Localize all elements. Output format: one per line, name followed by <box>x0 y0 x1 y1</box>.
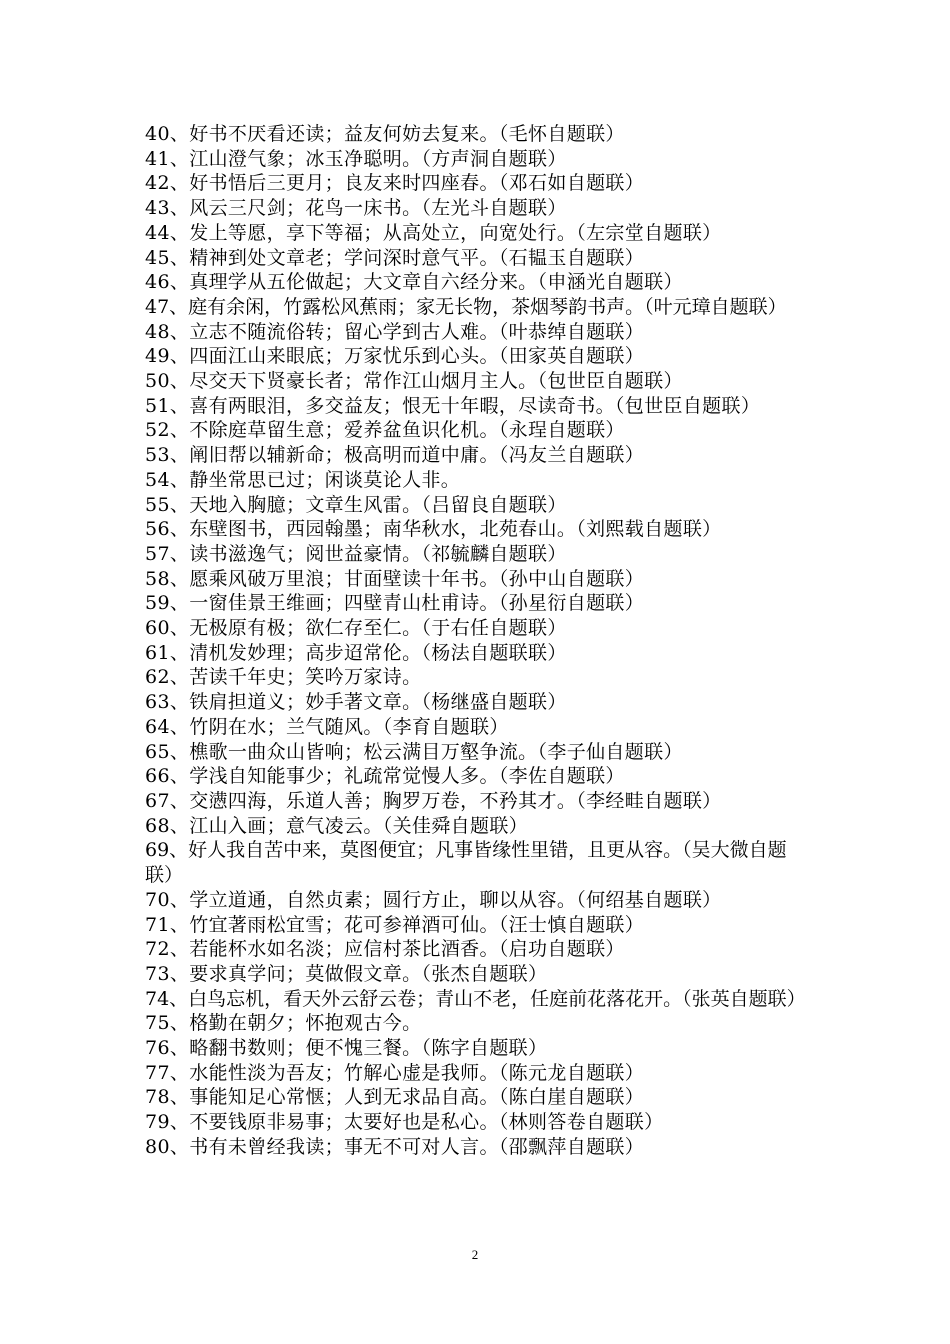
couplet-46: 46、真理学从五伦做起；大文章自六经分来。（申涵光自题联） <box>145 271 683 294</box>
couplet-74: 74、白鸟忘机，看天外云舒云卷；青山不老，任庭前花落花开。（张英自题联） <box>145 987 806 1010</box>
couplet-list <box>145 122 810 1160</box>
couplet-47: 47、庭有余闲，竹露松风蕉雨；家无长物，茶烟琴韵书声。（叶元璋自题联） <box>145 295 787 318</box>
couplet-56: 56、东壁图书，西园翰墨；南华秋水，北苑春山。（刘熙载自题联） <box>145 518 722 541</box>
couplet-51: 51、喜有两眼泪，多交益友；恨无十年暇，尽读奇书。（包世臣自题联） <box>145 394 761 417</box>
couplet-69: 69、好人我自苦中来，莫图便宜；凡事皆缘性里错，且更从容。（吴大微自题联） <box>145 839 787 887</box>
couplet-57: 57、读书滋逸气；阅世益豪情。（祁毓麟自题联） <box>145 542 567 565</box>
couplet-44: 44、发上等愿，享下等福；从高处立，向宽处行。（左宗堂自题联） <box>145 221 722 244</box>
couplet-61: 61、清机发妙理；高步迢常伦。（杨法自题联联） <box>145 641 567 664</box>
couplet-64: 64、竹阴在水；兰气随风。（李育自题联） <box>145 715 509 738</box>
couplet-40: 40、好书不厌看还读；益友何妨去复来。（毛怀自题联） <box>145 123 625 145</box>
couplet-62: 62、苦读千年史；笑吟万家诗。 <box>145 666 422 689</box>
couplet-41: 41、江山澄气象；冰玉净聪明。（方声洞自题联） <box>145 147 567 170</box>
couplet-77: 77、水能性淡为吾友；竹解心虚是我师。（陈元龙自题联） <box>145 1061 645 1084</box>
couplet-78: 78、事能知足心常惬；人到无求品自高。（陈白崖自题联） <box>145 1086 645 1109</box>
couplet-59: 59、一窗佳景王维画；四壁青山杜甫诗。（孙星衍自题联） <box>145 592 645 615</box>
couplet-60: 60、无极原有极；欲仁存至仁。（于右任自题联） <box>145 617 567 640</box>
couplet-75: 75、格勤在朝夕；怀抱观古今。 <box>145 1012 422 1035</box>
couplet-80: 80、书有未曾经我读；事无不可对人言。（邵飘萍自题联） <box>145 1135 645 1158</box>
couplet-63: 63、铁肩担道义；妙手著文章。（杨继盛自题联） <box>145 691 567 714</box>
couplet-71: 71、竹宜著雨松宜雪；花可参禅酒可仙。（汪士慎自题联） <box>145 913 645 936</box>
couplet-52: 52、不除庭草留生意；爱养盆鱼识化机。（永珵自题联） <box>145 419 625 442</box>
couplet-55: 55、天地入胸臆；文章生风雷。（吕留良自题联） <box>145 493 567 516</box>
couplet-58: 58、愿乘风破万里浪；甘面壁读十年书。（孙中山自题联） <box>145 567 645 590</box>
couplet-73: 73、要求真学问；莫做假文章。（张杰自题联） <box>145 962 548 985</box>
couplet-66: 66、学浅自知能事少；礼疏常觉慢人多。（李佐自题联） <box>145 765 625 788</box>
couplet-45: 45、精神到处文章老；学问深时意气平。（石韫玉自题联） <box>145 246 645 269</box>
couplet-65: 65、樵歌一曲众山皆响；松云满目万壑争流。（李子仙自题联） <box>145 740 683 763</box>
couplet-42: 42、好书悟后三更月；良友来时四座春。（邓石如自题联） <box>145 172 645 195</box>
couplet-54: 54、静坐常思已过；闲谈莫论人非。 <box>145 468 461 491</box>
couplet-79: 79、不要钱原非易事；太要好也是私心。（林则答卷自题联） <box>145 1111 664 1134</box>
couplet-53: 53、阐旧帮以辅新命；极高明而道中庸。（冯友兰自题联） <box>145 444 645 467</box>
couplet-48: 48、立志不随流俗转；留心学到古人难。（叶恭绰自题联） <box>145 320 645 343</box>
couplet-76: 76、略翻书数则；便不愧三餐。（陈字自题联） <box>145 1037 548 1060</box>
couplet-68: 68、江山入画；意气凌云。（关佳舜自题联） <box>145 814 529 837</box>
couplet-72: 72、若能杯水如名淡；应信村茶比酒香。（启功自题联） <box>145 938 625 961</box>
couplet-67: 67、交懑四海，乐道人善；胸罗万卷，不矜其才。（李经畦自题联） <box>145 789 722 812</box>
couplet-70: 70、学立道通，自然贞素；圆行方止，聊以从容。（何绍基自题联） <box>145 888 722 911</box>
couplet-49: 49、四面江山来眼底；万家忧乐到心头。（田家英自题联） <box>145 345 645 368</box>
page-number: 2 <box>471 1247 479 1262</box>
couplet-43: 43、风云三尺剑；花鸟一床书。（左光斗自题联） <box>145 197 567 220</box>
couplet-50: 50、尽交天下贤豪长者；常作江山烟月主人。（包世臣自题联） <box>145 370 683 393</box>
